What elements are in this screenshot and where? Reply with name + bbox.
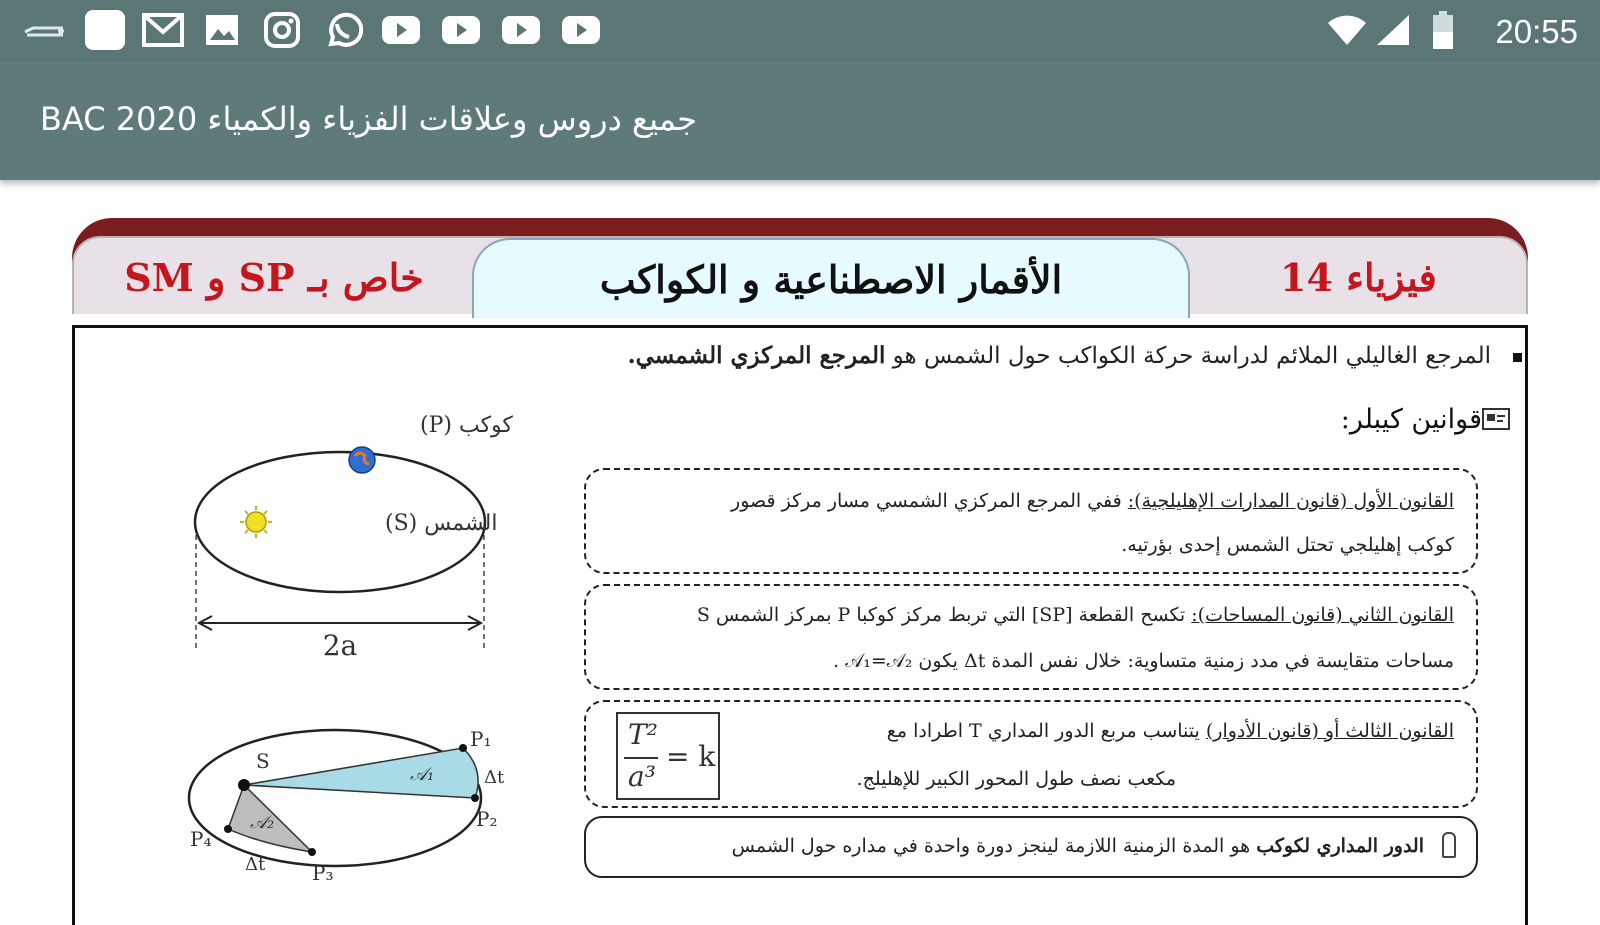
youtube-icon (500, 10, 542, 50)
formula-denominator: a³ (628, 760, 656, 793)
law-3-name: القانون الثالث أو (قانون الأدوار) (1205, 720, 1454, 742)
diagram2-label: 𝒜₂ (250, 812, 275, 833)
hand-pointer-icon (1442, 832, 1456, 858)
sun-label: الشمس (S) (385, 511, 498, 536)
diagram2-label: P₁ (470, 727, 492, 751)
pointer-hand-icon (1482, 408, 1510, 430)
banner-specialty-label: خاص بـ SP و SM (124, 254, 424, 300)
kepler-diagrams (0, 180, 600, 900)
formula-fraction-bar (624, 757, 658, 759)
usb-debug-icon (22, 10, 68, 50)
intro-bold: المرجع المركزي الشمسي. (627, 342, 886, 369)
status-bar (0, 0, 1600, 62)
bullet-square (1513, 353, 1522, 362)
law-1-line-1 (731, 490, 1454, 512)
law-3-text: يتناسب مربع الدور المداري T اطرادا مع (886, 720, 1206, 742)
app-bar (0, 62, 1600, 180)
planet-icon (349, 447, 375, 473)
kepler-laws-title: قوانين كيبلر: (1340, 404, 1482, 435)
gmail-icon (142, 10, 184, 50)
instagram-icon (262, 10, 302, 50)
law-1-text: ففي المرجع المركزي الشمسي مسار مركز قصور (731, 490, 1128, 512)
youtube-icon (440, 10, 482, 50)
youtube-icon (560, 10, 602, 50)
kepler-third-law-formula (616, 712, 720, 800)
law-2-line-2: مساحات متقايسة في مدد زمنية متساوية: خلال نفس المدة Δt يكون 𝒜₁=𝒜₂ . (833, 650, 1454, 672)
diagram2-label: P₄ (190, 827, 212, 851)
law-of-areas-diagram (189, 727, 505, 885)
law-2-name: القانون الثاني (قانون المساحات): (1191, 604, 1454, 626)
law-3-line-2: مكعب نصف طول المحور الكبير للإهليلج. (856, 768, 1176, 790)
lesson-number: فيزياء 14 (1280, 254, 1437, 300)
major-axis-label: 2a (322, 629, 358, 662)
kepler-law-2-box (584, 584, 1478, 690)
period-definition-text (732, 835, 1424, 857)
clock-time: 20:55 (1495, 13, 1578, 50)
diagram2-label: Δt (245, 854, 266, 875)
gallery-icon (204, 10, 240, 50)
law-2-text: تكسح القطعة [SP] التي تربط مركز كوكبا P بمركز الشمس S (696, 604, 1192, 626)
kepler-law-3-box (584, 700, 1478, 808)
period-definition-rest: هو المدة الزمنية اللازمة لينجز دورة واحدة في مداره حول الشمس (731, 835, 1257, 857)
sun-icon (240, 506, 272, 538)
law-1-line-2: كوكب إهليلجي تحتل الشمس إحدى بؤرتيه. (1121, 534, 1454, 556)
youtube-icon (380, 10, 422, 50)
law-1-name: القانون الأول (قانون المدارات الإهليلجية): (1127, 490, 1454, 512)
whatsapp-icon (322, 10, 364, 50)
orbital-period-definition-box (584, 816, 1478, 878)
cellular-signal-icon (1374, 10, 1412, 50)
diagram2-label: P₂ (476, 807, 498, 831)
formula-numerator: T² (628, 718, 658, 751)
period-definition-bold: الدور المداري لكوكب (1256, 835, 1424, 857)
law-2-line-1 (697, 604, 1454, 626)
law-3-line-1 (887, 720, 1454, 742)
diagram2-label: P₃ (312, 861, 334, 885)
intro-normal: المرجع الغاليلي الملائم لدراسة حركة الكواكب حول الشمس هو (885, 343, 1491, 369)
orbit-ellipse-diagram (195, 413, 513, 662)
diagram2-label: 𝒜₁ (410, 764, 435, 785)
square-notification-icon (84, 10, 126, 50)
document-page (0, 180, 1600, 900)
diagram2-label: S (256, 749, 270, 773)
planet-label: كوكب (P) (420, 413, 513, 438)
area-a1 (244, 748, 478, 798)
formula-equals-k: = k (666, 740, 716, 773)
orbit-ellipse-2 (189, 730, 481, 866)
intro-text (628, 342, 1522, 369)
lesson-title: الأقمار الاصطناعية و الكواكب (472, 238, 1190, 318)
wifi-icon (1326, 10, 1368, 50)
app-title: جميع دروس وعلاقات الفزياء والكمياء BAC 2020 (40, 100, 697, 138)
kepler-law-1-box (584, 468, 1478, 574)
battery-icon (1428, 10, 1458, 50)
sun-point (238, 779, 250, 791)
diagram2-label: Δt (484, 767, 505, 788)
